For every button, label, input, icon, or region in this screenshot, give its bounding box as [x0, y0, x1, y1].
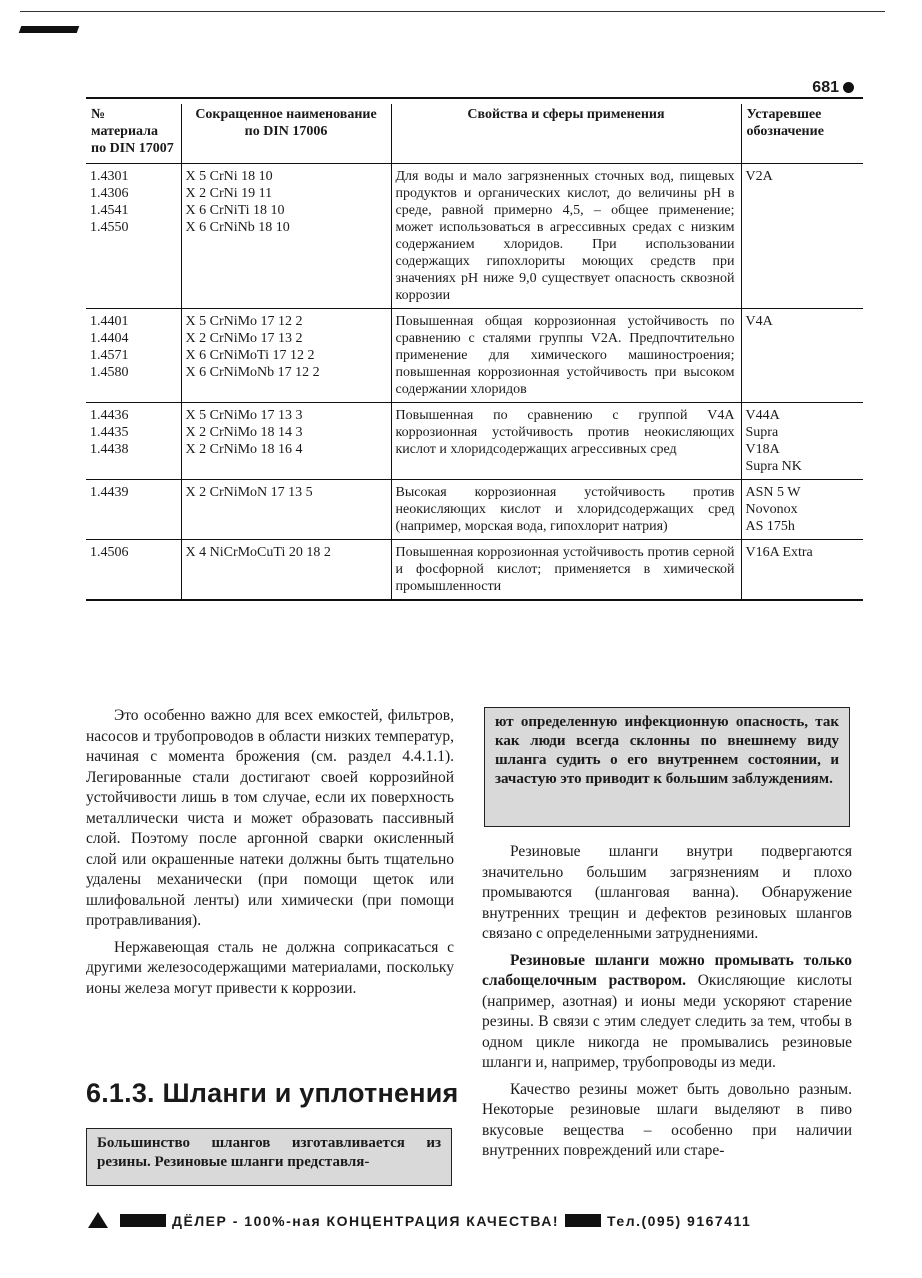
old-designation-cell-line: AS 175h	[745, 519, 795, 534]
properties-cell: Для воды и мало загрязненных сточных вод, пищевых продуктов и органических кислот, до величины pH в среде, равной примерно 4,5, – общее применение; может использоваться в агрессивных средах с низким содержанием хлоридов. При использовании содержащих гипохлориты моющих средств при значениях pH ниже 9,0 существует опасность сквозной коррозии	[391, 164, 741, 309]
old-designation-cell	[741, 540, 863, 601]
material-number-cell-line: 1.4580	[90, 365, 129, 380]
table-top-rule	[86, 97, 863, 99]
short-name-cell-line: X 6 CrNiMoNb 17 12 2	[185, 365, 320, 380]
old-designation-cell-line: ASN 5 W	[745, 485, 801, 500]
page-number: 681	[812, 79, 854, 97]
old-designation-cell-line: V2A	[745, 169, 773, 184]
properties-cell: Повышенная по сравнению с группой V4A коррозионная устойчивость против неокисляющих кислот и хлоридсодержащих агрессивных сред	[391, 403, 741, 480]
old-designation-cell	[741, 309, 863, 403]
short-name-cell-line: X 4 NiCrMoCuTi 20 18 2	[185, 545, 331, 560]
bold-statement: Резиновые шланги можно промывать только слабощелочным раствором.	[482, 951, 852, 989]
footer-bar-decoration	[120, 1214, 166, 1227]
table-row	[86, 480, 863, 540]
header-material-number: № материала по DIN 17007	[86, 104, 181, 164]
old-designation-cell-line: Supra	[745, 425, 779, 440]
footer-phone: Тел.(095) 9167411	[607, 1213, 752, 1229]
footer-banner	[86, 1210, 856, 1236]
short-name-cell	[181, 164, 391, 309]
material-number-cell	[86, 164, 181, 309]
footer-bar-decoration	[565, 1214, 601, 1227]
publisher-logo-icon	[86, 1210, 110, 1230]
paragraph: Качество резины может быть довольно разным. Некоторые резиновые шлаги выделяют в пиво вкусовые вещества – особенно при наличии внутренних повреждений или старе-	[482, 1080, 852, 1159]
old-designation-cell-line: V18A	[745, 442, 780, 457]
highlight-box: Большинство шлангов изготавливается из резины. Резиновые шланги представля-	[86, 1128, 452, 1186]
old-designation-cell-line: V16A Extra	[745, 545, 813, 560]
table-row	[86, 403, 863, 480]
header-old-designation: Устаревшее обозначение	[741, 104, 863, 164]
paragraph	[482, 951, 852, 1074]
scan-corner-mark	[19, 26, 80, 33]
material-number-cell	[86, 309, 181, 403]
old-designation-cell	[741, 164, 863, 309]
material-number-cell-line: 1.4506	[90, 545, 129, 560]
short-name-cell-line: X 2 CrNiMo 18 14 3	[185, 425, 303, 440]
material-number-cell-line: 1.4439	[90, 485, 129, 500]
highlight-box: ют определенную инфекционную опасность, так как люди всегда склонны по внешнему виду шланга судить о его внутреннем состоянии, и зачастую это приводит к большим заблуждениям.	[484, 707, 850, 827]
left-text-column	[86, 706, 454, 1005]
table-row	[86, 309, 863, 403]
paragraph: Это особенно важно для всех емкостей, фильтров, насосов и трубопроводов в области низких температур, начиная с момента брожения (см. раздел 4.4.1.1). Легированные стали достигают своей коррозийной устойчивости лишь в том случае, если их поверхность металлически чиста и может образовать пассивный слой. Поэтому после аргонной сварки окисленный слой или окрашенные натеки должны быть тщательно удалены механически (при помощи щеток или шлифовальной ленты) или химически (при помощи протравливания).	[86, 707, 454, 929]
material-number-cell-line: 1.4404	[90, 331, 129, 346]
short-name-cell	[181, 309, 391, 403]
short-name-cell-line: X 6 CrNiNb 18 10	[185, 220, 290, 235]
old-designation-cell-line: V44A	[745, 408, 780, 423]
paragraph: Резиновые шланги внутри подвергаются значительно большим загрязнениям и плохо промываются (шланговая ванна). Обнаружение внутренних трещин и дефектов резиновых шлангов связано с определенными затруднениями.	[482, 843, 852, 942]
page-marker-icon	[843, 82, 854, 93]
properties-cell: Повышенная общая коррозионная устойчивость по сравнению с сталями группы V2A. Предпочтительно применение для химического машиностроения; повышенная коррозионная устойчивость при высоком содержании хлоридов	[391, 309, 741, 403]
material-number-cell	[86, 403, 181, 480]
paragraph-text: Окисляющие кислоты (например, азотная) и ионы меди ускоряют старение резины. В связи с этим следует следить за тем, чтобы в одном цикле никогда не промывались резиновые шланги и, например, трубопроводы из меди.	[482, 972, 852, 1071]
short-name-cell-line: X 5 CrNi 18 10	[185, 169, 273, 184]
properties-cell: Повышенная коррозионная устойчивость против серной и фосфорной кислот; применяется в химической промышленности	[391, 540, 741, 601]
table-header-row	[86, 104, 863, 164]
short-name-cell-line: X 2 CrNiMo 17 13 2	[185, 331, 303, 346]
short-name-cell-line: X 2 CrNiMo 18 16 4	[185, 442, 303, 457]
table-row	[86, 540, 863, 601]
short-name-cell	[181, 480, 391, 540]
material-number-cell	[86, 480, 181, 540]
properties-cell: Высокая коррозионная устойчивость против неокисляющих кислот и хлоридсодержащих сред (например, морская вода, гипохлорит натрия)	[391, 480, 741, 540]
table-row	[86, 164, 863, 309]
scan-top-edge	[20, 11, 885, 12]
short-name-cell-line: X 5 CrNiMo 17 13 3	[185, 408, 303, 423]
material-number-cell-line: 1.4571	[90, 348, 129, 363]
old-designation-cell-line: V4A	[745, 314, 773, 329]
header-short-name: Сокращенное наименование по DIN 17006	[181, 104, 391, 164]
material-number-cell-line: 1.4438	[90, 442, 129, 457]
short-name-cell-line: X 5 CrNiMo 17 12 2	[185, 314, 303, 329]
material-number-cell-line: 1.4436	[90, 408, 129, 423]
paragraph: Нержавеющая сталь не должна соприкасаться с другими железосодержащими материалами, поскольку ионы железа могут привести к коррозии.	[86, 938, 454, 997]
short-name-cell-line: X 2 CrNi 19 11	[185, 186, 273, 201]
right-text-column	[482, 842, 852, 1168]
material-number-cell-line: 1.4541	[90, 203, 129, 218]
short-name-cell	[181, 540, 391, 601]
short-name-cell-line: X 6 CrNiTi 18 10	[185, 203, 285, 218]
short-name-cell-line: X 6 CrNiMoTi 17 12 2	[185, 348, 315, 363]
material-number-cell-line: 1.4401	[90, 314, 129, 329]
old-designation-cell-line: Supra NK	[745, 459, 802, 474]
short-name-cell	[181, 403, 391, 480]
old-designation-cell	[741, 403, 863, 480]
header-properties: Свойства и сферы применения	[391, 104, 741, 164]
material-number-cell-line: 1.4301	[90, 169, 129, 184]
material-number-cell-line: 1.4550	[90, 220, 129, 235]
material-number-cell-line: 1.4435	[90, 425, 129, 440]
footer-slogan: ДЁЛЕР - 100%-ная КОНЦЕНТРАЦИЯ КАЧЕСТВА!	[172, 1213, 560, 1229]
material-number-cell	[86, 540, 181, 601]
old-designation-cell-line: Novonox	[745, 502, 798, 517]
short-name-cell-line: X 2 CrNiMoN 17 13 5	[185, 485, 313, 500]
material-number-cell-line: 1.4306	[90, 186, 129, 201]
old-designation-cell	[741, 480, 863, 540]
section-heading: 6.1.3. Шланги и уплотнения	[86, 1078, 459, 1108]
steel-grades-table	[86, 104, 863, 601]
